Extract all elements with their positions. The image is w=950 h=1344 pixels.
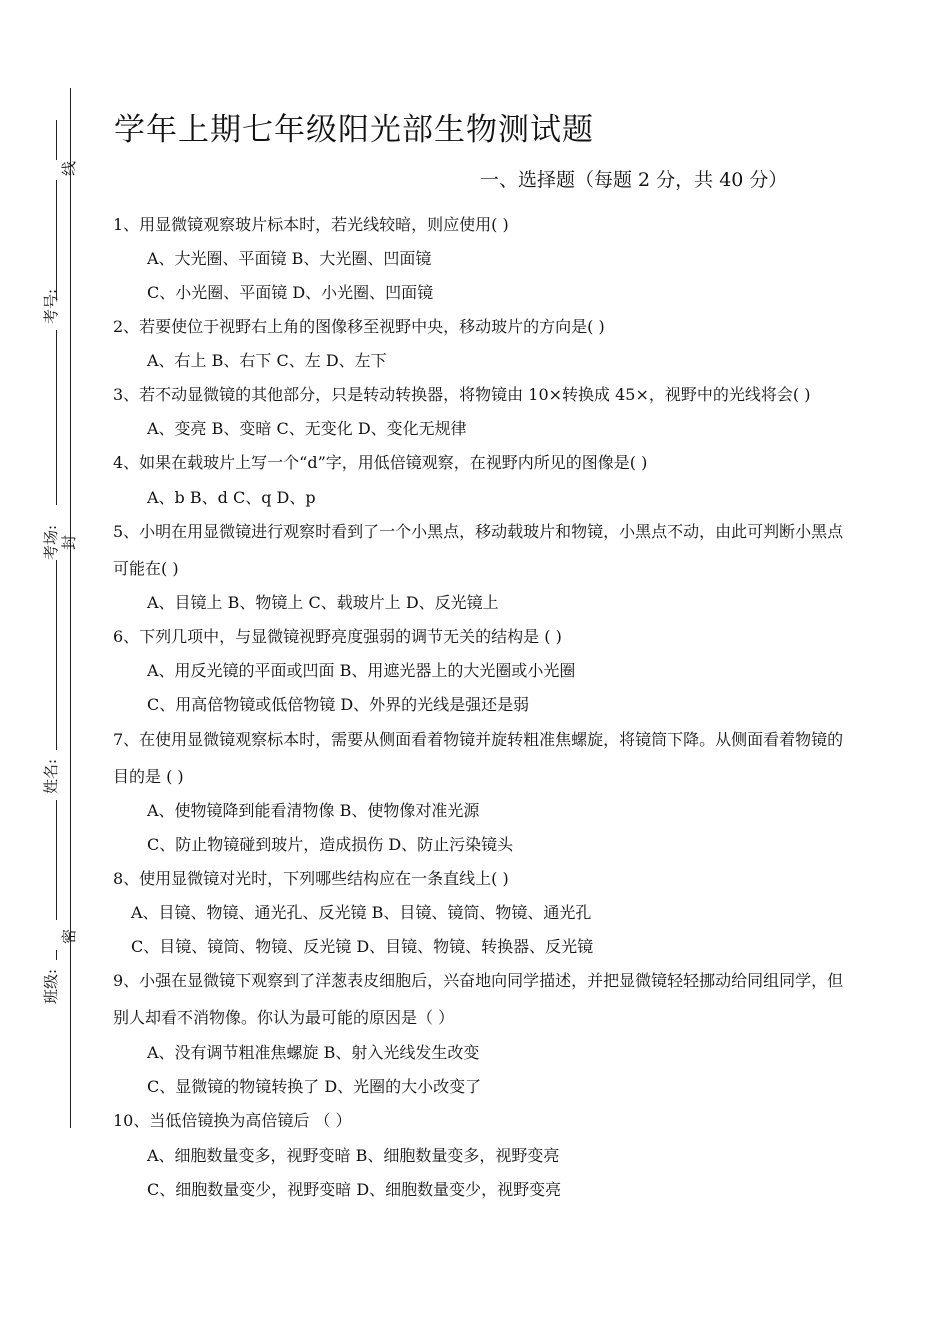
binding-label-mi: 密 [60,928,78,944]
option-row: C、小光圈、平面镜 D、小光圈、凹面镜 [147,283,434,302]
option-row: A、变亮 B、变暗 C、无变化 D、变化无规律 [147,419,467,438]
question-10: 10、当低倍镜换为高倍镜后 （ ） [113,1111,352,1130]
option-row: A、使物镜降到能看清物像 B、使物像对准光源 [147,801,480,820]
option-row: C、目镜、镜筒、物镜、反光镜 D、目镜、物镜、转换器、反光镜 [131,937,594,956]
binding-line [70,88,71,1128]
question-7: 7、在使用显微镜观察标本时，需要从侧面看着物镜并旋转粗准焦螺旋，将镜筒下降。从侧面看着物镜的 [113,730,844,749]
question-5: 5、小明在用显微镜进行观察时看到了一个小黑点，移动载玻片和物镜，小黑点不动，由此可判断小黑点 [113,522,844,541]
option-row: C、防止物镜碰到玻片，造成损伤 D、防止污染镜头 [147,835,514,854]
section-heading: 一、选择题（每题 2 分，共 40 分） [480,169,788,191]
option-row: A、右上 B、右下 C、左 D、左下 [147,351,387,370]
question-5-cont: 可能在( ) [113,559,179,578]
binding-rule-mi [56,800,57,920]
question-2: 2、若要使位于视野右上角的图像移至视野中央，移动玻片的方向是( ) [113,317,605,336]
option-row: A、大光圈、平面镜 B、大光圈、凹面镜 [147,249,432,268]
option-row: A、目镜、物镜、通光孔、反光镜 B、目镜、镜筒、物镜、通光孔 [131,903,592,922]
question-3: 3、若不动显微镜的其他部分，只是转动转换器，将物镜由 10×转换成 45×，视野中的光线将会( ) [113,385,811,404]
option-row: A、细胞数量变多，视野变暗 B、细胞数量变多，视野变亮 [147,1146,560,1165]
question-1: 1、用显微镜观察玻片标本时，若光线较暗，则应使用( ) [113,215,509,234]
option-row: C、用高倍物镜或低倍物镜 D、外界的光线是强还是弱 [147,695,530,714]
question-9: 9、小强在显微镜下观察到了洋葱表皮细胞后，兴奋地向同学描述，并把显微镜轻轻挪动给同组同学，但 [113,971,844,990]
option-row: A、目镜上 B、物镜上 C、载玻片上 D、反光镜上 [147,593,499,612]
option-row: C、显微镜的物镜转换了 D、光圈的大小改变了 [147,1077,482,1096]
binding-label-feng: 封 [60,534,78,550]
option-row: A、b B、d C、q D、p [147,488,316,507]
binding-label-banji: 班级: [42,968,60,1004]
question-4: 4、如果在载玻片上写一个“d”字，用低倍镜观察，在视野内所见的图像是( ) [113,453,648,472]
option-row: A、用反光镜的平面或凹面 B、用遮光器上的大光圈或小光圈 [147,661,576,680]
option-row: A、没有调节粗准焦螺旋 B、射入光线发生改变 [147,1043,480,1062]
binding-rule-kaochang [56,330,57,505]
binding-label-kaohao: 考号: [42,288,60,324]
binding-rule-xingming [56,560,57,750]
binding-label-xingming: 姓名: [42,758,60,794]
binding-rule-kaohao [56,180,57,300]
binding-label-xian: 线 [60,160,78,176]
option-row: C、细胞数量变少，视野变暗 D、细胞数量变少，视野变亮 [147,1180,562,1199]
binding-rule-banji [56,950,57,960]
exam-title: 学年上期七年级阳光部生物测试题 [114,112,594,148]
question-6: 6、下列几项中，与显微镜视野亮度强弱的调节无关的结构是 ( ) [113,627,562,646]
question-8: 8、使用显微镜对光时，下列哪些结构应在一条直线上( ) [113,869,509,888]
binding-rule-top [56,120,57,160]
binding-label-kaochang: 考场: [42,524,60,560]
question-7-cont: 目的是 ( ) [113,767,184,786]
question-9-cont: 别人却看不消物像。你认为最可能的原因是（ ） [113,1008,455,1027]
